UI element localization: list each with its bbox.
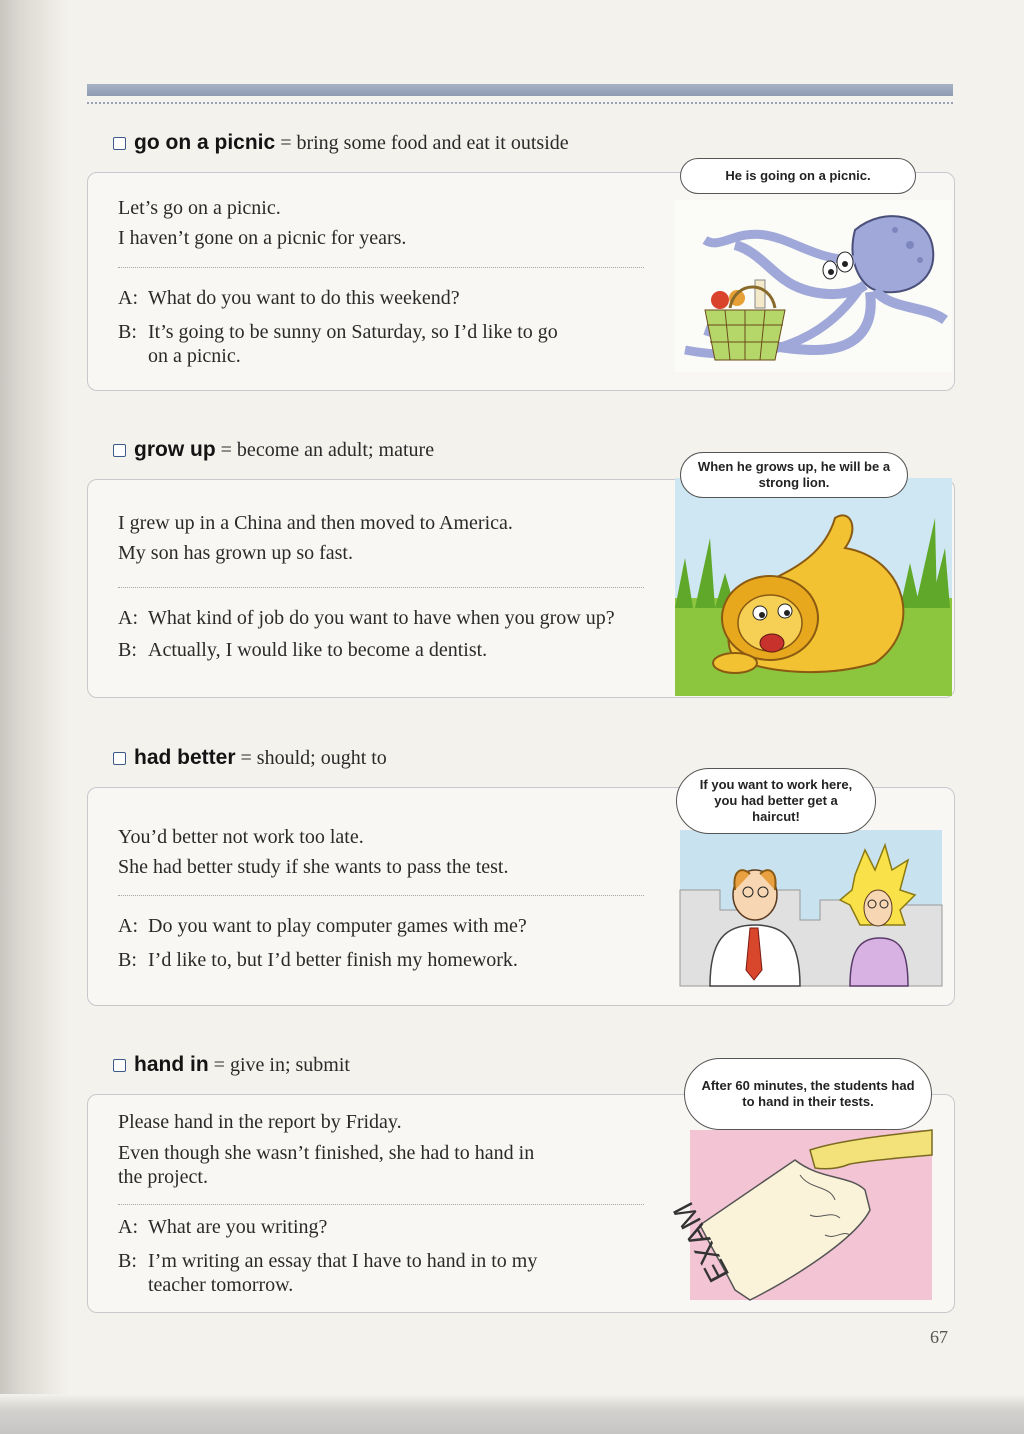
dialogue-text-continued: teacher tomorrow.: [148, 1274, 294, 1296]
entry-term: grow up: [134, 438, 216, 461]
speaker-label: B:: [118, 321, 137, 343]
example-sentence: Even though she wasn’t finished, she had to hand in: [118, 1142, 535, 1164]
dialogue-line: [118, 914, 658, 938]
speaker-label: A:: [118, 915, 138, 937]
speaker-label: B:: [118, 639, 137, 661]
speech-bubble: After 60 minutes, the students had to hand in their tests.: [684, 1058, 932, 1130]
dialogue-line: [118, 638, 658, 662]
example-sentences: [118, 822, 509, 882]
dotted-separator: [118, 1204, 644, 1205]
speech-bubble: He is going on a picnic.: [680, 158, 916, 194]
entry-heading: [113, 130, 569, 156]
entry-definition: = bring some food and eat it outside: [275, 132, 569, 154]
lion-icon: [675, 478, 952, 696]
entry-definition: = should; ought to: [235, 747, 387, 769]
example-sentence: Let’s go on a picnic.: [118, 197, 281, 219]
dotted-separator: [118, 895, 644, 896]
dialogue-text: I’m writing an essay that I have to hand in to my: [148, 1250, 538, 1272]
dialogue-line: [118, 320, 658, 368]
example-sentence: She had better study if she wants to pass the test.: [118, 856, 509, 878]
dialogue-text: What kind of job do you want to have when you grow up?: [148, 607, 615, 629]
entry-term: go on a picnic: [134, 131, 276, 154]
checkbox-icon[interactable]: [113, 444, 126, 457]
example-sentence: My son has grown up so fast.: [118, 542, 353, 564]
speech-bubble: When he grows up, he will be a strong lion.: [680, 452, 908, 498]
two-people-icon: [680, 830, 942, 986]
dialogue-text: Actually, I would like to become a dentist.: [148, 639, 488, 661]
octopus-picnic-illustration: [675, 200, 952, 372]
dialogue-text: What are you writing?: [148, 1216, 328, 1238]
example-sentence: I haven’t gone on a picnic for years.: [118, 227, 407, 249]
page-bottom-edge: [0, 1394, 1024, 1434]
example-sentence-continued: the project.: [118, 1166, 208, 1188]
checkbox-icon[interactable]: [113, 752, 126, 765]
dialogue-text: Do you want to play computer games with me?: [148, 915, 527, 937]
entry-definition: = give in; submit: [208, 1054, 350, 1076]
header-dotted-rule: [87, 99, 953, 104]
checkbox-icon[interactable]: [113, 137, 126, 150]
example-sentences: [118, 508, 513, 568]
speaker-label: B:: [118, 1250, 137, 1272]
exam-paper-label: EXAM: [667, 1196, 737, 1288]
entry-heading: [113, 1052, 350, 1078]
entry-heading: [113, 745, 387, 771]
dialogue-line: [118, 606, 658, 630]
dialogue-line: [118, 1249, 658, 1297]
lion-illustration: [675, 478, 952, 696]
haircut-illustration: [680, 830, 942, 986]
dialogue-line: [118, 948, 658, 972]
dialogue-line: [118, 286, 658, 310]
dotted-separator: [118, 587, 644, 588]
speaker-label: A:: [118, 1216, 138, 1238]
dialogue: [118, 1215, 658, 1297]
dialogue: [118, 914, 658, 972]
dialogue: [118, 286, 658, 368]
example-sentence: I grew up in a China and then moved to America.: [118, 512, 513, 534]
exam-hand-illustration: [667, 1130, 932, 1300]
entry-definition: = become an adult; mature: [215, 439, 435, 461]
dialogue-text: It’s going to be sunny on Saturday, so I’d like to go: [148, 321, 558, 343]
speaker-label: A:: [118, 607, 138, 629]
dialogue-text: I’d like to, but I’d better finish my homework.: [148, 949, 518, 971]
book-binding-shadow: [0, 0, 70, 1434]
speaker-label: A:: [118, 287, 138, 309]
entry-term: hand in: [134, 1053, 209, 1076]
dialogue-text: What do you want to do this weekend?: [148, 287, 460, 309]
octopus-icon: [675, 200, 952, 372]
example-sentences: [118, 1107, 534, 1189]
dialogue: [118, 606, 658, 662]
entry-heading: [113, 437, 434, 463]
example-sentence: Please hand in the report by Friday.: [118, 1111, 402, 1133]
entry-term: had better: [134, 746, 236, 769]
speech-bubble: If you want to work here, you had better get a haircut!: [676, 768, 876, 834]
dialogue-line: [118, 1215, 658, 1239]
checkbox-icon[interactable]: [113, 1059, 126, 1072]
example-sentence: You’d better not work too late.: [118, 826, 364, 848]
example-sentences: [118, 193, 406, 253]
dotted-separator: [118, 267, 644, 268]
speaker-label: B:: [118, 949, 137, 971]
exam-paper-icon: [667, 1130, 932, 1300]
page-number: 67: [930, 1327, 948, 1347]
dialogue-text-continued: on a picnic.: [148, 345, 241, 367]
header-bar: [87, 84, 953, 96]
